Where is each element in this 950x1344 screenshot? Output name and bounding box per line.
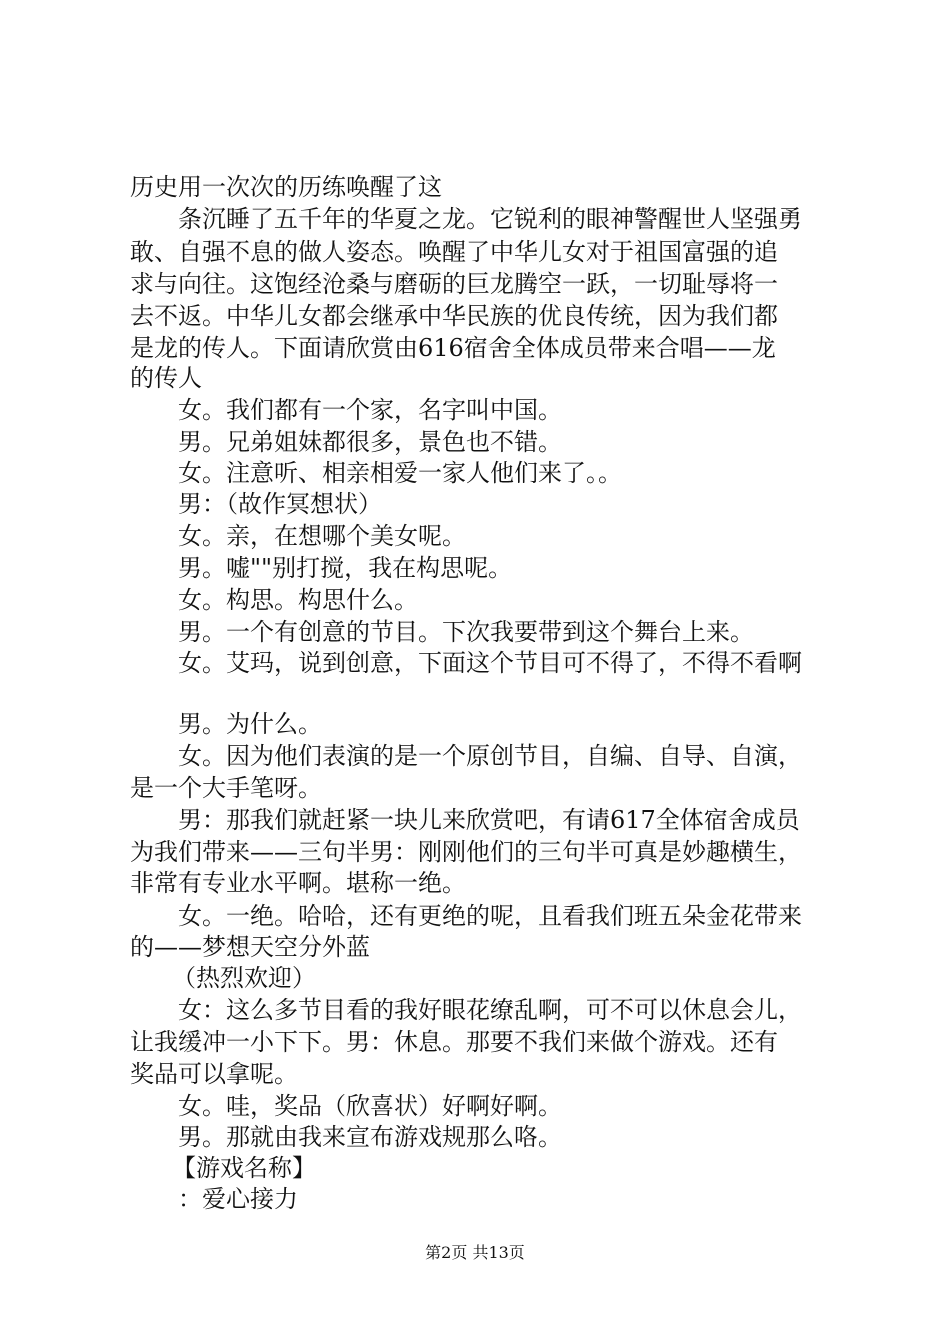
text-line: 女。亲，在想哪个美女呢。: [178, 522, 466, 550]
text-line: 的传人: [130, 364, 202, 392]
text-line: （热烈欢迎）: [172, 964, 316, 992]
text-line: 让我缓冲一小下下。男：休息。那要不我们来做个游戏。还有: [130, 1028, 778, 1056]
text-line: 求与向往。这饱经沧桑与磨砺的巨龙腾空一跃，一切耻辱将一: [130, 270, 778, 298]
text-line: 女。一绝。哈哈，还有更绝的呢，且看我们班五朵金花带来: [178, 902, 802, 930]
text-line: 女。注意听、相亲相爱一家人他们来了。。: [178, 459, 622, 487]
text-line: 为我们带来——三句半男：刚刚他们的三句半可真是妙趣横生，: [130, 838, 802, 866]
text-line: 是一个大手笔呀。: [130, 774, 322, 802]
text-line: 男。兄弟姐妹都很多，景色也不错。: [178, 428, 562, 456]
text-line: 男。那就由我来宣布游戏规那么咯。: [178, 1123, 562, 1151]
text-line: 男：（故作冥想状）: [178, 490, 382, 518]
text-line: ：爱心接力: [178, 1185, 298, 1213]
text-line: 敢、自强不息的做人姿态。唤醒了中华儿女对于祖国富强的追: [130, 238, 778, 266]
text-line: 女。哇，奖品（欣喜状）好啊好啊。: [178, 1092, 562, 1120]
text-line: 的——梦想天空分外蓝: [130, 933, 370, 961]
text-line: 【游戏名称】: [172, 1154, 316, 1182]
text-line: 男：那我们就赶紧一块儿来欣赏吧，有请617全体宿舍成员: [178, 806, 800, 834]
text-line: 是龙的传人。下面请欣赏由616宿舍全体成员带来合唱——龙: [130, 334, 776, 362]
text-line: 女。因为他们表演的是一个原创节目，自编、自导、自演，: [178, 742, 802, 770]
text-line: 去不返。中华儿女都会继承中华民族的优良传统，因为我们都: [130, 302, 778, 330]
text-line: 历史用一次次的历练唤醒了这: [130, 173, 442, 201]
text-line: 女。我们都有一个家，名字叫中国。: [178, 396, 562, 424]
page-number-footer: 第2页 共13页: [425, 1243, 525, 1262]
text-line: 男。为什么。: [178, 710, 322, 738]
text-line: 男。一个有创意的节目。下次我要带到这个舞台上来。: [178, 618, 754, 646]
text-line: 非常有专业水平啊。堪称一绝。: [130, 869, 466, 897]
text-line: 女。构思。构思什么。: [178, 586, 418, 614]
text-line: 奖品可以拿呢。: [130, 1060, 298, 1088]
text-line: 男。嘘""别打搅，我在构思呢。: [178, 554, 513, 582]
text-line: 条沉睡了五千年的华夏之龙。它锐利的眼神警醒世人坚强勇: [178, 205, 802, 233]
text-line: 女。艾玛，说到创意，下面这个节目可不得了，不得不看啊: [178, 649, 802, 677]
text-line: 女：这么多节目看的我好眼花缭乱啊，可不可以休息会儿，: [178, 996, 802, 1024]
